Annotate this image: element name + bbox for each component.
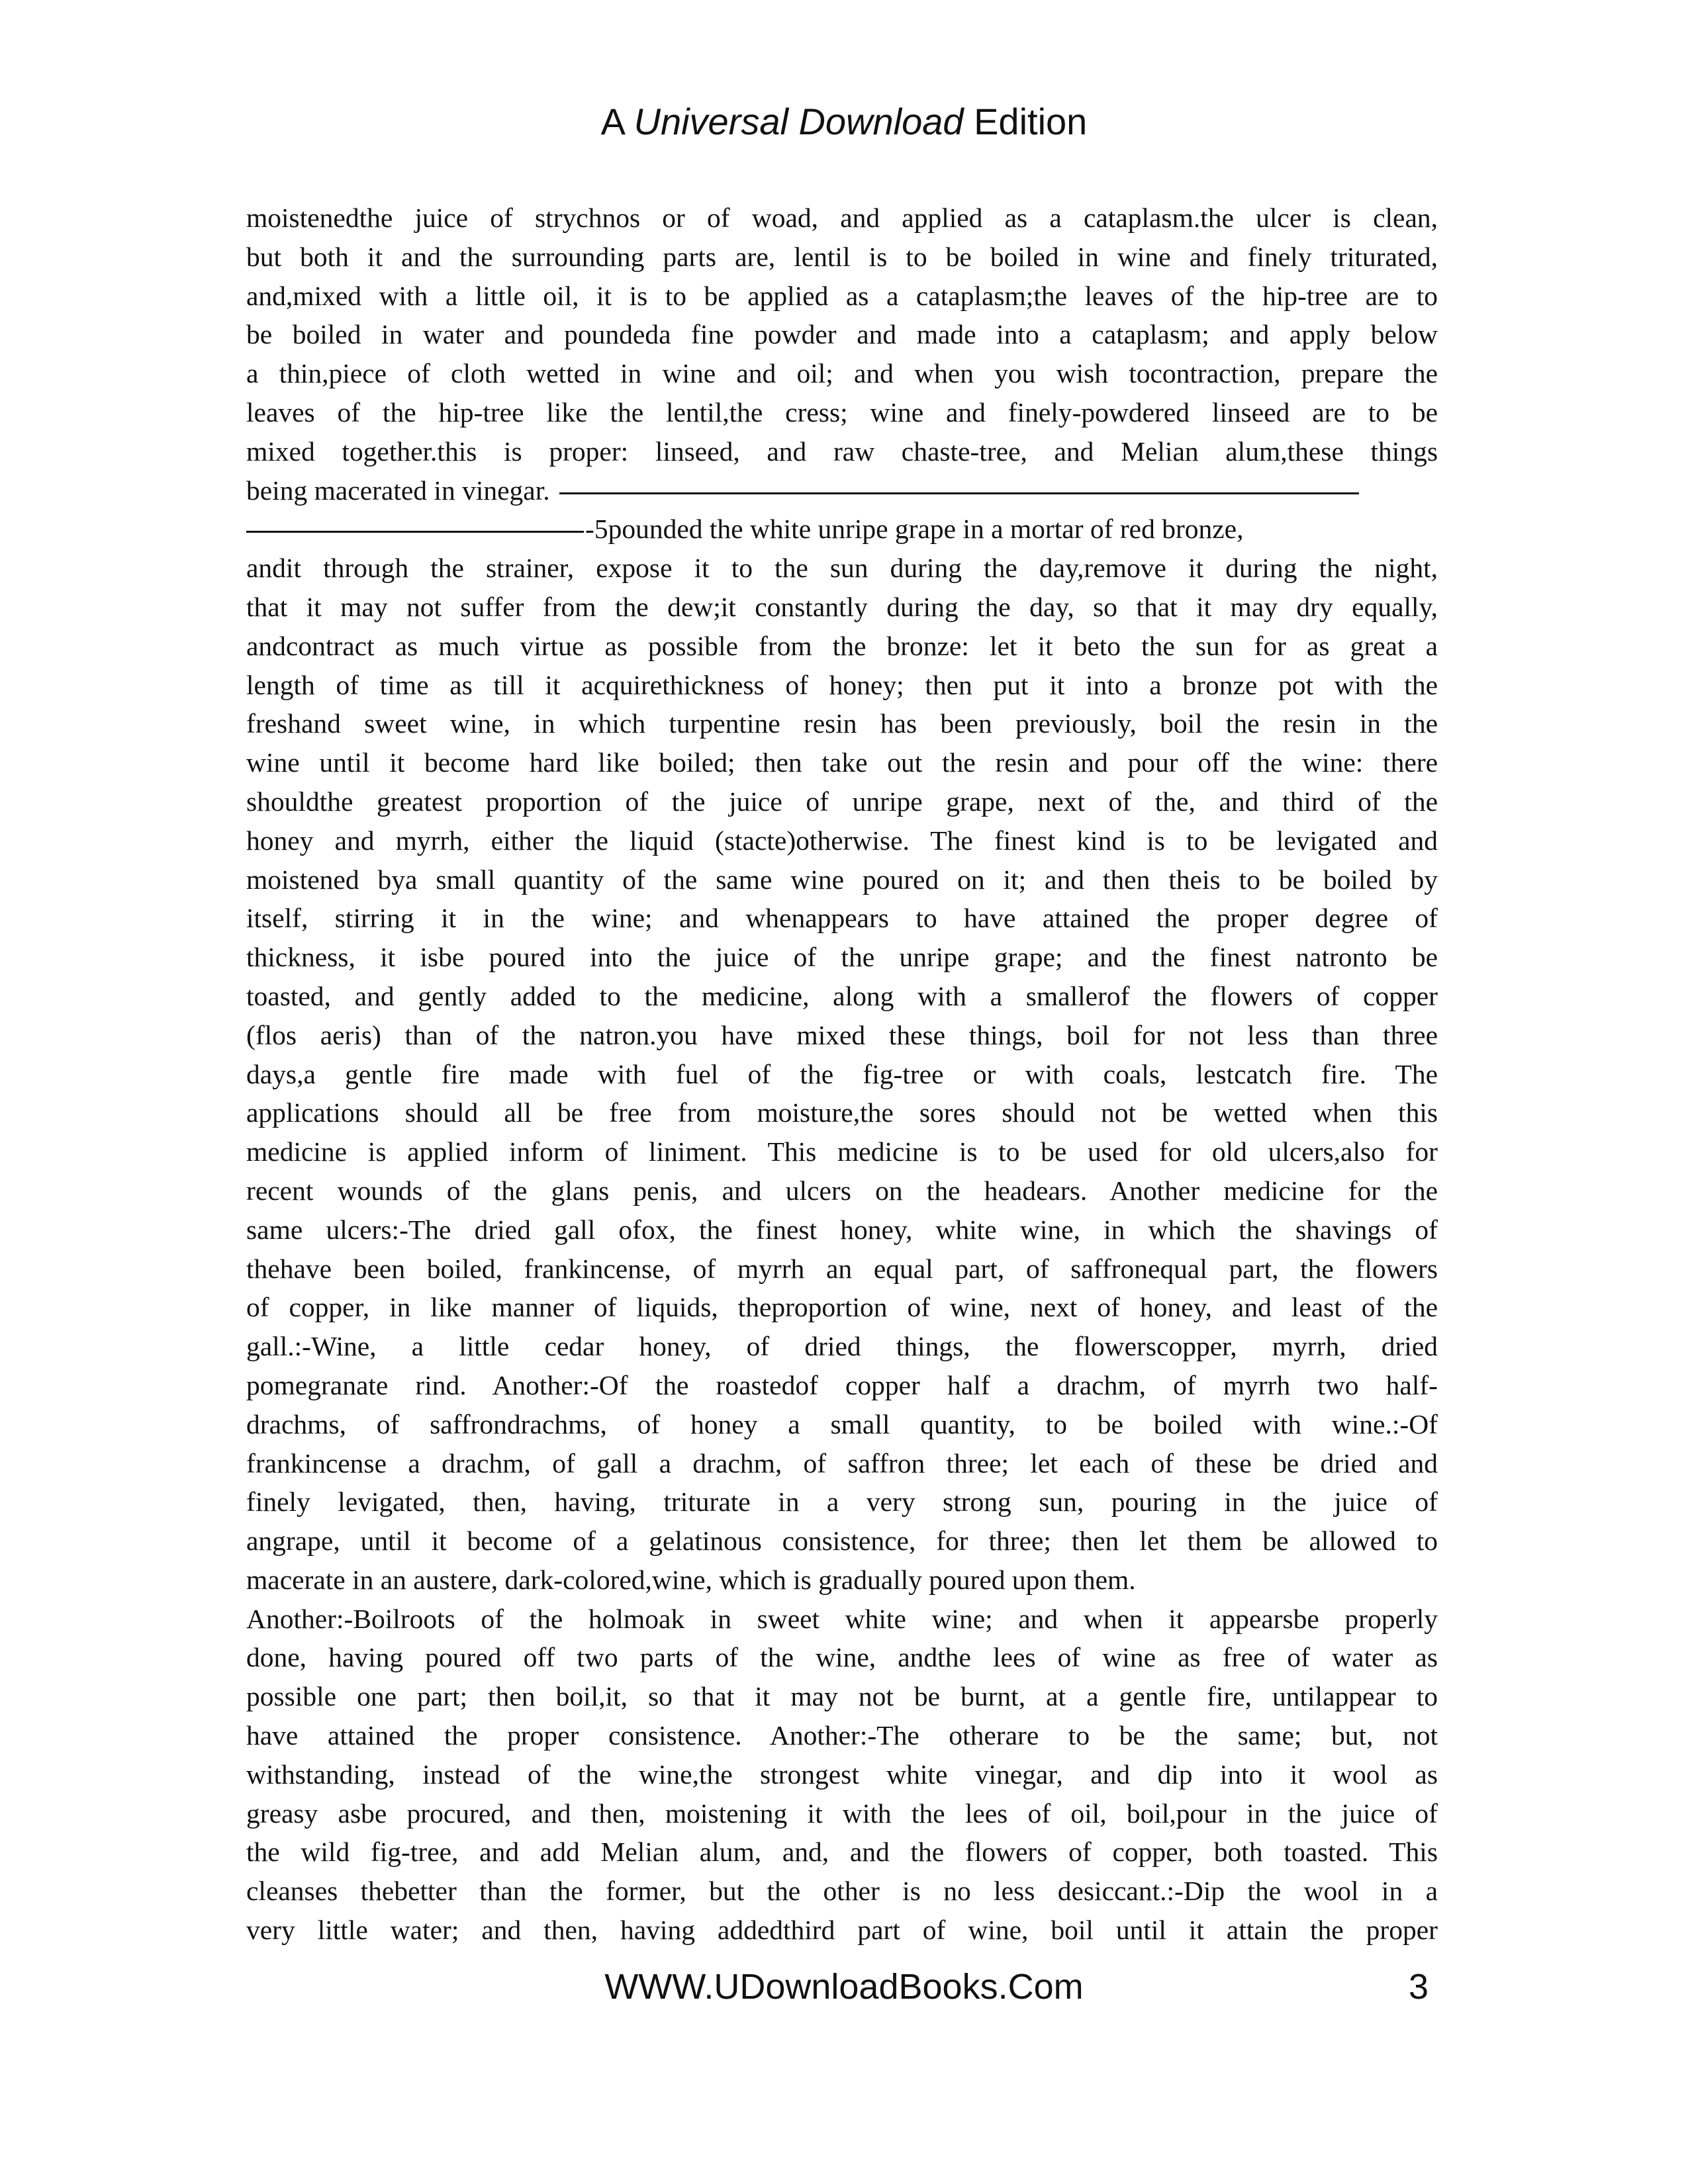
text-line: recent wounds of the glans penis, and ulcers on the headears. Another medicine for the: [246, 1175, 1438, 1206]
text-line: done, having poured off two parts of the wine, andthe lees of wine as free of water as: [246, 1642, 1438, 1673]
page-number: 3: [1408, 1967, 1429, 2007]
text-line: (flos aeris) than of the natron.you have mixed these things, boil for not less than three: [246, 1019, 1438, 1050]
text-line-with-rule: [246, 471, 1438, 510]
text-line: have attained the proper consistence. Another:-The otherare to be the same; but, not: [246, 1720, 1438, 1751]
text-line: andcontract as much virtue as possible from the bronze: let it beto the sun for as great a: [246, 630, 1438, 661]
text-line: pomegranate rind. Another:-Of the roastedof copper half a drachm, of myrrh two half-: [246, 1369, 1438, 1400]
text-line: thehave been boiled, frankincense, of myrrh an equal part, of saffronequal part, the flowers: [246, 1253, 1438, 1284]
text-line-with-rule: [246, 510, 1438, 549]
body-text: [246, 199, 1438, 1950]
text-line: being macerated in vinegar.: [246, 475, 550, 506]
text-line: withstanding, instead of the wine,the strongest white vinegar, and dip into it wool as: [246, 1758, 1438, 1790]
text-line: a thin,piece of cloth wetted in wine and oil; and when you wish tocontraction, prepare the: [246, 358, 1438, 389]
text-line: cleanses thebetter than the former, but the other is no less desiccant.:-Dip the wool in a: [246, 1876, 1438, 1907]
text-line: -5pounded the white unripe grape in a mortar of red bronze,: [585, 514, 1244, 545]
text-line: freshand sweet wine, in which turpentine resin has been previously, boil the resin in the: [246, 708, 1438, 739]
header-title-italic: Universal Download: [633, 101, 964, 142]
section-divider-rule: [246, 531, 584, 533]
text-line: possible one part; then boil,it, so that it may not be burnt, at a gentle fire, untilappear to: [246, 1681, 1438, 1712]
text-line: applications should all be free from moisture,the sores should not be wetted when this: [246, 1097, 1438, 1128]
text-line: days,a gentle fire made with fuel of the fig-tree or with coals, lestcatch fire. The: [246, 1058, 1438, 1089]
text-line: gall.:-Wine, a little cedar honey, of dried things, the flowerscopper, myrrh, dried: [246, 1331, 1438, 1362]
text-line: of copper, in like manner of liquids, theproportion of wine, next of honey, and least of the: [246, 1292, 1438, 1323]
text-line: drachms, of saffrondrachms, of honey a small quantity, to be boiled with wine.:-Of: [246, 1408, 1438, 1439]
text-line: shouldthe greatest proportion of the juice of unripe grape, next of the, and third of the: [246, 786, 1438, 817]
text-line: toasted, and gently added to the medicine, along with a smallerof the flowers of copper: [246, 980, 1438, 1011]
text-line: be boiled in water and poundeda fine powder and made into a cataplasm; and apply below: [246, 319, 1438, 350]
text-line: very little water; and then, having addedthird part of wine, boil until it attain the proper: [246, 1915, 1438, 1946]
text-line: medicine is applied inform of liniment. This medicine is to be used for old ulcers,also for: [246, 1136, 1438, 1167]
text-line: frankincense a drachm, of gall a drachm, of saffron three; let each of these be dried and: [246, 1447, 1438, 1479]
text-line: moistened bya small quantity of the same wine poured on it; and then theis to be boiled by: [246, 864, 1438, 895]
text-line: length of time as till it acquirethickness of honey; then put it into a bronze pot with the: [246, 669, 1438, 700]
text-line: that it may not suffer from the dew;it constantly during the day, so that it may dry equally,: [246, 591, 1438, 622]
text-line: honey and myrrh, either the liquid (stacte)otherwise. The finest kind is to be levigated and: [246, 825, 1438, 856]
text-line: Another:-Boilroots of the holmoak in sweet white wine; and when it appearsbe properly: [246, 1603, 1438, 1634]
text-line: leaves of the hip-tree like the lentil,the cress; wine and finely-powdered linseed are to be: [246, 396, 1438, 428]
text-line: thickness, it isbe poured into the juice of the unripe grape; and the finest natronto be: [246, 942, 1438, 973]
text-line: wine until it become hard like boiled; then take out the resin and pour off the wine: there: [246, 747, 1438, 778]
text-line: angrape, until it become of a gelatinous consistence, for three; then let them be allowed to: [246, 1525, 1438, 1557]
header-suffix: Edition: [974, 101, 1088, 142]
text-line: and,mixed with a little oil, it is to be applied as a cataplasm;the leaves of the hip-tree are to: [246, 280, 1438, 311]
text-line: same ulcers:-The dried gall ofox, the finest honey, white wine, in which the shavings of: [246, 1214, 1438, 1245]
page-footer: [0, 1963, 1688, 2011]
footer-site-url: WWW.UDownloadBooks.Com: [604, 1967, 1084, 2007]
text-line: macerate in an austere, dark-colored,wine, which is gradually poured upon them.: [246, 1564, 1136, 1595]
text-line: but both it and the surrounding parts are, lentil is to be boiled in wine and finely triturated,: [246, 241, 1438, 272]
text-line: finely levigated, then, having, triturate in a very strong sun, pouring in the juice of: [246, 1486, 1438, 1518]
page-header: [0, 98, 1688, 146]
section-divider-rule: [559, 492, 1359, 494]
text-line: andit through the strainer, expose it to the sun during the day,remove it during the night,: [246, 553, 1438, 584]
text-line: itself, stirring it in the wine; and whenappears to have attained the proper degree of: [246, 903, 1438, 934]
text-line: moistenedthe juice of strychnos or of woad, and applied as a cataplasm.the ulcer is clean,: [246, 203, 1438, 233]
text-line: greasy asbe procured, and then, moistening it with the lees of oil, boil,pour in the juice of: [246, 1797, 1438, 1829]
text-line: the wild fig-tree, and add Melian alum, and, and the flowers of copper, both toasted. This: [246, 1837, 1438, 1868]
text-line: mixed together.this is proper: linseed, and raw chaste-tree, and Melian alum,these things: [246, 435, 1438, 467]
header-prefix: A: [600, 101, 624, 142]
